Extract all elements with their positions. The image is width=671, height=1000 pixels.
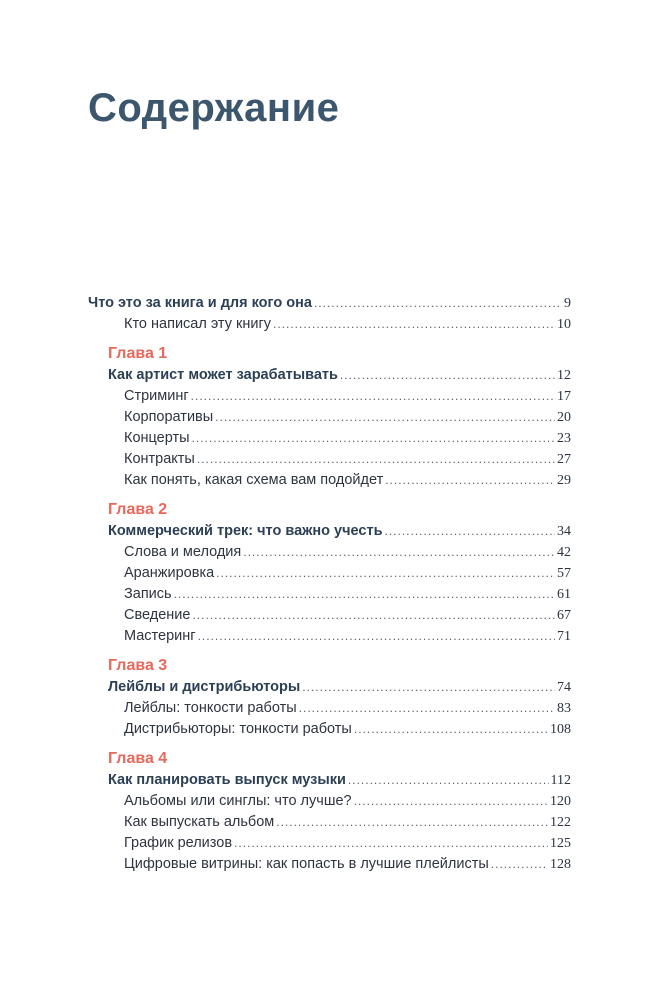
table-of-contents bbox=[88, 293, 571, 875]
toc-entry-label: Концерты bbox=[124, 430, 190, 446]
toc-entry-page: 57 bbox=[557, 566, 571, 581]
dot-leader bbox=[198, 626, 555, 647]
toc-section[interactable] bbox=[88, 812, 571, 833]
dot-leader bbox=[314, 293, 562, 314]
toc-entry-page: 74 bbox=[557, 680, 571, 695]
dot-leader bbox=[302, 677, 555, 698]
toc-entry-label: Как выпускать альбом bbox=[124, 814, 275, 830]
toc-entry-label: Лейблы и дистрибьюторы bbox=[108, 679, 301, 695]
toc-entry-label: Как понять, какая схема вам подойдет bbox=[124, 472, 384, 488]
dot-leader bbox=[243, 542, 555, 563]
dot-leader bbox=[192, 605, 555, 626]
toc-section[interactable] bbox=[88, 542, 571, 563]
page-title: Содержание bbox=[88, 86, 340, 130]
dot-leader bbox=[354, 791, 548, 812]
toc-entry-page: 12 bbox=[557, 368, 571, 383]
toc-entry-page: 20 bbox=[557, 410, 571, 425]
toc-section[interactable] bbox=[88, 470, 571, 491]
dot-leader bbox=[174, 584, 555, 605]
dot-leader bbox=[215, 407, 555, 428]
chapter-heading: Глава 3 bbox=[108, 657, 168, 674]
toc-entry-page: 42 bbox=[557, 545, 571, 560]
toc-section[interactable] bbox=[88, 833, 571, 854]
dot-leader bbox=[299, 698, 555, 719]
dot-leader bbox=[385, 521, 556, 542]
toc-entry-page: 83 bbox=[557, 701, 571, 716]
toc-chapter-title[interactable] bbox=[88, 365, 571, 386]
toc-entry-page: 27 bbox=[557, 452, 571, 467]
toc-chapter-title[interactable] bbox=[88, 521, 571, 542]
toc-entry-label: Коммерческий трек: что важно учесть bbox=[108, 523, 383, 539]
toc-section[interactable] bbox=[88, 719, 571, 740]
toc-entry-label: Дистрибьюторы: тонкости работы bbox=[124, 721, 352, 737]
toc-section[interactable] bbox=[88, 605, 571, 626]
toc-section[interactable] bbox=[88, 698, 571, 719]
dot-leader bbox=[192, 428, 555, 449]
toc-entry-label: Запись bbox=[124, 586, 172, 602]
toc-entry-label: Мастеринг bbox=[124, 628, 196, 644]
dot-leader bbox=[197, 449, 555, 470]
toc-entry-page: 61 bbox=[557, 587, 571, 602]
dot-leader bbox=[348, 770, 549, 791]
toc-chapter-title[interactable] bbox=[88, 677, 571, 698]
toc-section[interactable] bbox=[88, 449, 571, 470]
toc-entry-label: Контракты bbox=[124, 451, 195, 467]
toc-entry-page: 120 bbox=[550, 794, 571, 809]
dot-leader bbox=[191, 386, 555, 407]
toc-section[interactable] bbox=[88, 626, 571, 647]
toc-entry-label: Цифровые витрины: как попасть в лучшие плейлисты bbox=[124, 856, 489, 872]
chapter-heading: Глава 2 bbox=[108, 501, 168, 518]
toc-entry-page: 128 bbox=[550, 857, 571, 872]
dot-leader bbox=[276, 812, 548, 833]
toc-entry-label: Кто написал эту книгу bbox=[124, 316, 271, 332]
toc-entry-label: Лейблы: тонкости работы bbox=[124, 700, 297, 716]
toc-entry-page: 23 bbox=[557, 431, 571, 446]
toc-entry-label: Как артист может зарабатывать bbox=[108, 367, 338, 383]
toc-entry-label: Стриминг bbox=[124, 388, 189, 404]
dot-leader bbox=[216, 563, 555, 584]
chapter-heading: Глава 4 bbox=[108, 750, 168, 767]
dot-leader bbox=[491, 854, 548, 875]
dot-leader bbox=[234, 833, 548, 854]
toc-section[interactable] bbox=[88, 584, 571, 605]
toc-section[interactable] bbox=[88, 854, 571, 875]
toc-entry-page: 108 bbox=[550, 722, 571, 737]
toc-entry-label: График релизов bbox=[124, 835, 233, 851]
toc-entry-page: 17 bbox=[557, 389, 571, 404]
toc-entry-page: 34 bbox=[557, 524, 571, 539]
dot-leader bbox=[385, 470, 555, 491]
toc-section[interactable] bbox=[88, 791, 571, 812]
chapter-heading: Глава 1 bbox=[108, 345, 168, 362]
toc-entry-label: Как планировать выпуск музыки bbox=[108, 772, 346, 788]
toc-entry-intro-sub[interactable] bbox=[88, 314, 571, 335]
toc-section[interactable] bbox=[88, 407, 571, 428]
toc-section[interactable] bbox=[88, 563, 571, 584]
dot-leader bbox=[340, 365, 555, 386]
dot-leader bbox=[354, 719, 548, 740]
toc-entry-label: Альбомы или синглы: что лучше? bbox=[124, 793, 352, 809]
toc-entry-page: 29 bbox=[557, 473, 571, 488]
toc-entry-page: 10 bbox=[557, 317, 571, 332]
toc-entry-page: 67 bbox=[557, 608, 571, 623]
toc-chapter-title[interactable] bbox=[88, 770, 571, 791]
toc-entry-page: 9 bbox=[564, 296, 571, 311]
toc-section[interactable] bbox=[88, 428, 571, 449]
toc-entry-intro[interactable] bbox=[88, 293, 571, 314]
dot-leader bbox=[273, 314, 555, 335]
toc-entry-label: Сведение bbox=[124, 607, 191, 623]
toc-entry-label: Корпоративы bbox=[124, 409, 214, 425]
toc-entry-label: Что это за книга и для кого она bbox=[88, 295, 312, 311]
toc-entry-page: 112 bbox=[550, 773, 571, 788]
toc-entry-label: Аранжировка bbox=[124, 565, 215, 581]
toc-entry-label: Слова и мелодия bbox=[124, 544, 242, 560]
toc-entry-page: 71 bbox=[557, 629, 571, 644]
toc-entry-page: 122 bbox=[550, 815, 571, 830]
toc-entry-page: 125 bbox=[550, 836, 571, 851]
toc-section[interactable] bbox=[88, 386, 571, 407]
